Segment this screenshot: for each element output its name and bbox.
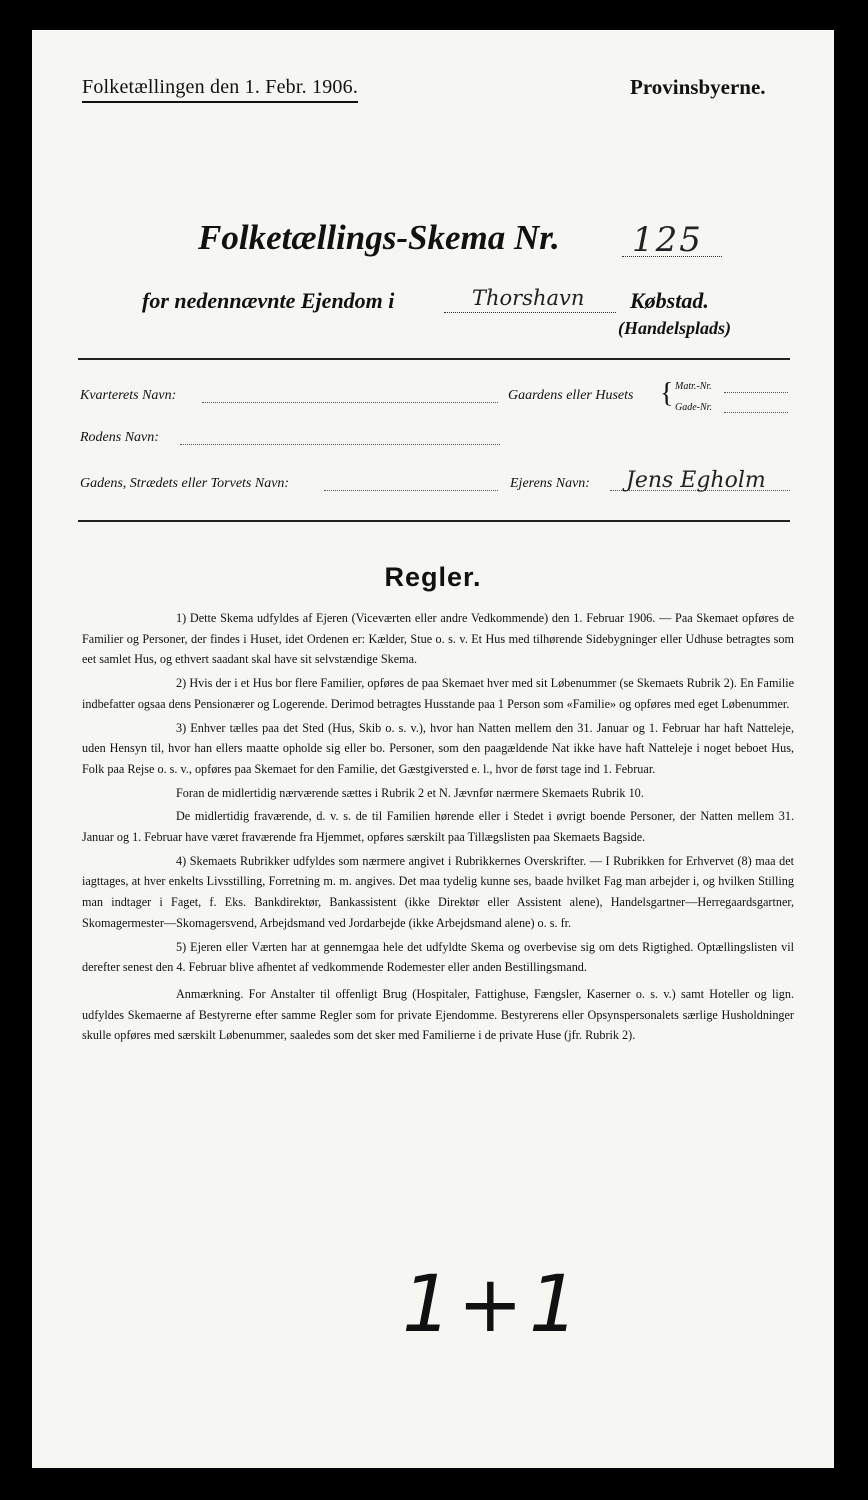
form-title: Folketællings-Skema Nr. [198,218,560,257]
gade-field[interactable] [324,490,498,491]
top-divider [78,358,790,360]
rode-label: Rodens Navn: [80,430,159,445]
gadenr-label: Gade-Nr. [675,402,712,413]
ejer-label: Ejerens Navn: [510,476,590,491]
kvarter-label: Kvarterets Navn: [80,388,177,403]
rode-field[interactable] [180,444,500,445]
census-form-page [32,30,834,1468]
town-line [444,312,616,313]
rule-3-temporary-absent: De midlertidig fraværende, d. v. s. de til Familien hørende eller i Stedet i øvrigt boende Personer, der Natten mellem 31. Januar og 1. Februar have været fraværende fra Hjemmet, opføres særskilt paa Tillægslisten paa Skemaets Bagside. [82,809,794,845]
kvarter-field[interactable] [202,402,498,403]
matr-field[interactable] [724,392,788,393]
form-number: 125 [632,220,703,260]
handwritten-count: 1+1 [402,1260,585,1350]
town-name: Thorshavn [472,286,585,310]
region-header: Provinsbyerne. [630,75,766,99]
gaard-label: Gaardens eller Husets [508,388,634,403]
rule-4: 4) Skemaets Rubrikker udfyldes som nærmere angivet i Rubrikkernes Overskrifter. — I Rubrikken for Erhvervet (8) maa det iagttages, at hver enkelts Livsstilling, Forretning m. m. angives. Det maa tydelig kunne ses, baade hvilket Fag man arbejder i, og hvilken Stilling man indtager i Faget, f. Eks. Bankdirektør, Bankassistent (ikke Direktør eller Assistent alene), Handelsgartner—Herregaardsgartner, Skomagermester—Skomagersvend, Arbejdsmand ved Jordarbejde (ikke Arbejdsmand alene) o. s. fr. [82,853,794,930]
property-label: for nedennævnte Ejendom i [142,288,395,313]
remark: Anmærkning. For Anstalter til offenligt Brug (Hospitaler, Fattighuse, Fængsler, Kaserner o. s. v.) samt Hoteller og lign. udfyldes Skemaerne af Bestyrerne efter samme Regler som for private Ejendomme. Bestyrerens eller Opsynspersonalets særlige Husholdninger skulle opføres med særskilt Løbenummer, saaledes som det sker med Familierne i de private Huse (jfr. Rubrik 2). [82,986,794,1043]
rule-1: 1) Dette Skema udfyldes af Ejeren (Viceværten eller andre Vedkommende) den 1. Februar 1906. — Paa Skemaet opføres de Familier og Personer, der findes i Huset, idet Ordenen er: Kælder, Stue o. s. v. Et Hus med tilhørende Sidebygninger eller Udhuse betragtes som eet samlet Hus, og ethvert saadant skal have sit selvstændige Skema. [82,611,794,667]
census-date-header: Folketællingen den 1. Febr. 1906. [82,74,358,103]
rule-3-temporary-present: Foran de midlertidig nærværende sættes i Rubrik 2 et N. Jævnfør nærmere Skemaets Rubrik 10. [176,785,644,800]
bottom-divider [78,520,790,522]
rule-5: 5) Ejeren eller Værten har at gennemgaa hele det udfyldte Skema og overbevise sig om dets Rigtighed. Optællingslisten vil derefter senest den 4. Februar blive afhentet af vedkommende Rodemester eller anden Bestillingsmand. [82,939,794,975]
rule-2: 2) Hvis der i et Hus bor flere Familier, opføres de paa Skemaet hver med sit Løbenummer (se Skemaets Rubrik 2). En Familie indbefatter ogsaa dens Pensionærer og Logerende. Derimod betragtes Husstande paa 1 Person som «Familie» og opføres med eget Løbenummer. [82,676,794,711]
rules-heading: Regler. [384,562,482,592]
gade-label: Gadens, Strædets eller Torvets Navn: [80,476,290,491]
gadenr-field[interactable] [724,412,788,413]
matr-label: Matr.-Nr. [675,381,712,392]
owner-name: Jens Egholm [626,468,766,493]
rules-body [82,608,794,1049]
handelsplads-label: (Handelsplads) [618,318,732,338]
kobstad-label: Købstad. [630,288,709,313]
brace-icon: { [660,378,674,409]
rule-3: 3) Enhver tælles paa det Sted (Hus, Skib o. s. v.), hvor han Natten mellem den 31. Januar og 1. Februar har haft Natteleje, uden Hensyn til, hvor han ellers maatte opholde sig eller bo. Personer, som den paagældende Nat ikke have haft Natteleje i noget beboet Hus, Folk paa Rejse o. s. v., opføres paa Skemaet for den Familie, det Gæstgiversted e. l., hvor de først tage ind 1. Februar. [82,720,794,776]
